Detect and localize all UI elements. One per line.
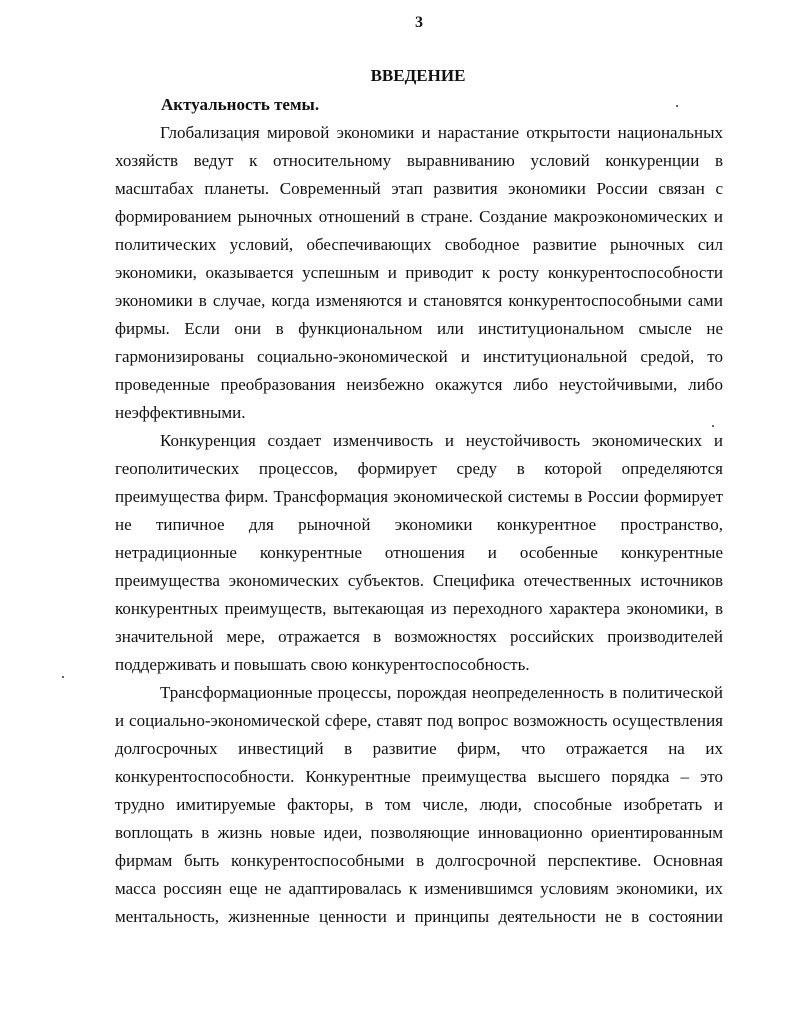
text-line: гармонизированы социально-экономической и институциональной средой, то	[115, 347, 723, 366]
text-line: конкурентоспособности. Конкурентные преимущества высшего порядка – это	[115, 767, 723, 786]
text-line: трудно имитируемые факторы, в том числе, люди, способные изобретать и	[115, 795, 723, 814]
text-line: преимущества экономических субъектов. Специфика отечественных источников	[115, 571, 723, 590]
scan-speck	[712, 425, 714, 427]
scan-speck	[62, 676, 64, 678]
text-line: долгосрочных инвестиций в развитие фирм, что отражается на их	[115, 739, 723, 758]
text-line: масштабах планеты. Современный этап развития экономики России связан с	[115, 179, 723, 198]
text-line: неэффективными.	[115, 403, 246, 422]
text-line: проведенные преобразования неизбежно окажутся либо неустойчивыми, либо	[115, 375, 723, 394]
paragraph-3	[115, 679, 723, 931]
text-line: хозяйств ведут к относительному выравниванию условий конкуренции в	[115, 151, 723, 170]
text-line: Конкуренция создает изменчивость и неустойчивость экономических и	[160, 431, 723, 450]
text-line: Глобализация мировой экономики и нарастание открытости национальных	[160, 123, 723, 142]
subsection-heading: Актуальность темы.	[161, 95, 320, 114]
text-line: фирмы. Если они в функциональном или институциональном смысле не	[115, 319, 723, 338]
page-number: 3	[415, 14, 423, 31]
text-line: преимущества фирм. Трансформация экономической системы в России формирует	[115, 487, 723, 506]
text-line: не типичное для рыночной экономики конкурентное пространство,	[115, 515, 723, 534]
text-line: фирмам быть конкурентоспособными в долгосрочной перспективе. Основная	[115, 851, 723, 870]
text-line: воплощать в жизнь новые идеи, позволяющие инновационно ориентированным	[115, 823, 723, 842]
text-line: конкурентных преимуществ, вытекающая из переходного характера экономики, в	[115, 599, 723, 618]
scan-speck	[676, 105, 678, 107]
text-line: Трансформационные процессы, порождая неопределенность в политической	[160, 683, 723, 702]
text-line: экономики в случае, когда изменяются и становятся конкурентоспособными сами	[115, 291, 723, 310]
text-line: экономики, оказывается успешным и приводит к росту конкурентоспособности	[115, 263, 723, 282]
text-line: формированием рыночных отношений в стране. Создание макроэкономических и	[115, 207, 723, 226]
text-line: значительной мере, отражается в возможностях российских производителей	[115, 627, 723, 646]
text-line: поддерживать и повышать свою конкурентоспособность.	[115, 655, 530, 674]
text-line: нетрадиционные конкурентные отношения и особенные конкурентные	[115, 543, 723, 562]
paragraph-1	[115, 119, 723, 427]
text-line: и социально-экономической сфере, ставят под вопрос возможность осуществления	[115, 711, 723, 730]
text-line: ментальность, жизненные ценности и принципы деятельности не в состоянии	[115, 907, 723, 926]
paragraph-2	[115, 427, 723, 679]
text-line: масса россиян еще не адаптировалась к изменившимся условиям экономики, их	[115, 879, 723, 898]
section-heading: ВВЕДЕНИЕ	[370, 66, 466, 85]
text-line: геополитических процессов, формирует среду в которой определяются	[115, 459, 723, 478]
text-line: политических условий, обеспечивающих свободное развитие рыночных сил	[115, 235, 723, 254]
